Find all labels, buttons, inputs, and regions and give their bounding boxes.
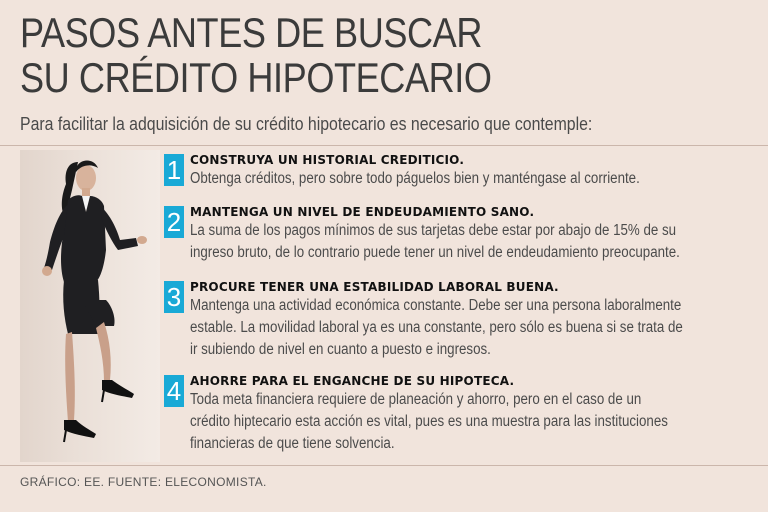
page-subtitle: Para facilitar la adquisición de su crédito hipotecario es necesario que contemple: — [20, 114, 593, 134]
bottom-divider — [0, 465, 768, 466]
step-heading: PROCURE TENER UNA ESTABILIDAD LABORAL BUENA. — [190, 280, 559, 294]
top-divider — [0, 145, 768, 146]
page-title — [20, 10, 656, 100]
step-number-badge: 3 — [164, 281, 184, 313]
step-number-badge: 2 — [164, 206, 184, 238]
step-description-line: financieras de que tiene solvencia. — [190, 435, 395, 452]
step-description — [190, 220, 768, 264]
step-description — [190, 389, 768, 455]
source-credit: GRÁFICO: EE. FUENTE: ELECONOMISTA. — [20, 475, 267, 489]
step-heading: CONSTRUYA UN HISTORIAL CREDITICIO. — [190, 153, 465, 167]
step-description-line: Obtenga créditos, pero sobre todo páguelos bien y manténgase al corriente. — [190, 170, 640, 187]
step-description-line: Mantenga una actividad económica constante. Debe ser una persona laboralmente — [190, 297, 682, 314]
title-line-1: PASOS ANTES DE BUSCAR — [20, 9, 482, 56]
title-line-2: SU CRÉDITO HIPOTECARIO — [20, 54, 492, 101]
step-description-line: ir subiendo de nivel en cuanto a puesto e ingresos. — [190, 341, 491, 358]
step-description-line: ingreso bruto, de lo contrario puede tener un nivel de endeudamiento preocupante. — [190, 244, 680, 261]
step-description-line: estable. La movilidad laboral ya es una constante, pero sólo es buena si se trata de — [190, 319, 683, 336]
step-heading: AHORRE PARA EL ENGANCHE DE SU HIPOTECA. — [190, 374, 515, 388]
step-4 — [164, 373, 760, 461]
businesswoman-photo — [20, 150, 160, 462]
step-heading: MANTENGA UN NIVEL DE ENDEUDAMIENTO SANO. — [190, 205, 535, 219]
step-description-line: crédito hiptecario esta acción es vital, pues es una muestra para las instituciones — [190, 413, 668, 430]
step-description-line: La suma de los pagos mínimos de sus tarjetas debe estar por abajo de 15% de su — [190, 222, 677, 239]
step-description — [190, 168, 768, 190]
step-1 — [164, 152, 760, 204]
step-number-badge: 4 — [164, 375, 184, 407]
steps-list — [164, 152, 760, 461]
climbing-woman-illustration — [20, 150, 160, 462]
step-2 — [164, 204, 760, 279]
step-number-badge: 1 — [164, 154, 184, 186]
step-3 — [164, 279, 760, 373]
step-description-line: Toda meta financiera requiere de planeación y ahorro, pero en el caso de un — [190, 391, 642, 408]
step-description — [190, 295, 768, 361]
